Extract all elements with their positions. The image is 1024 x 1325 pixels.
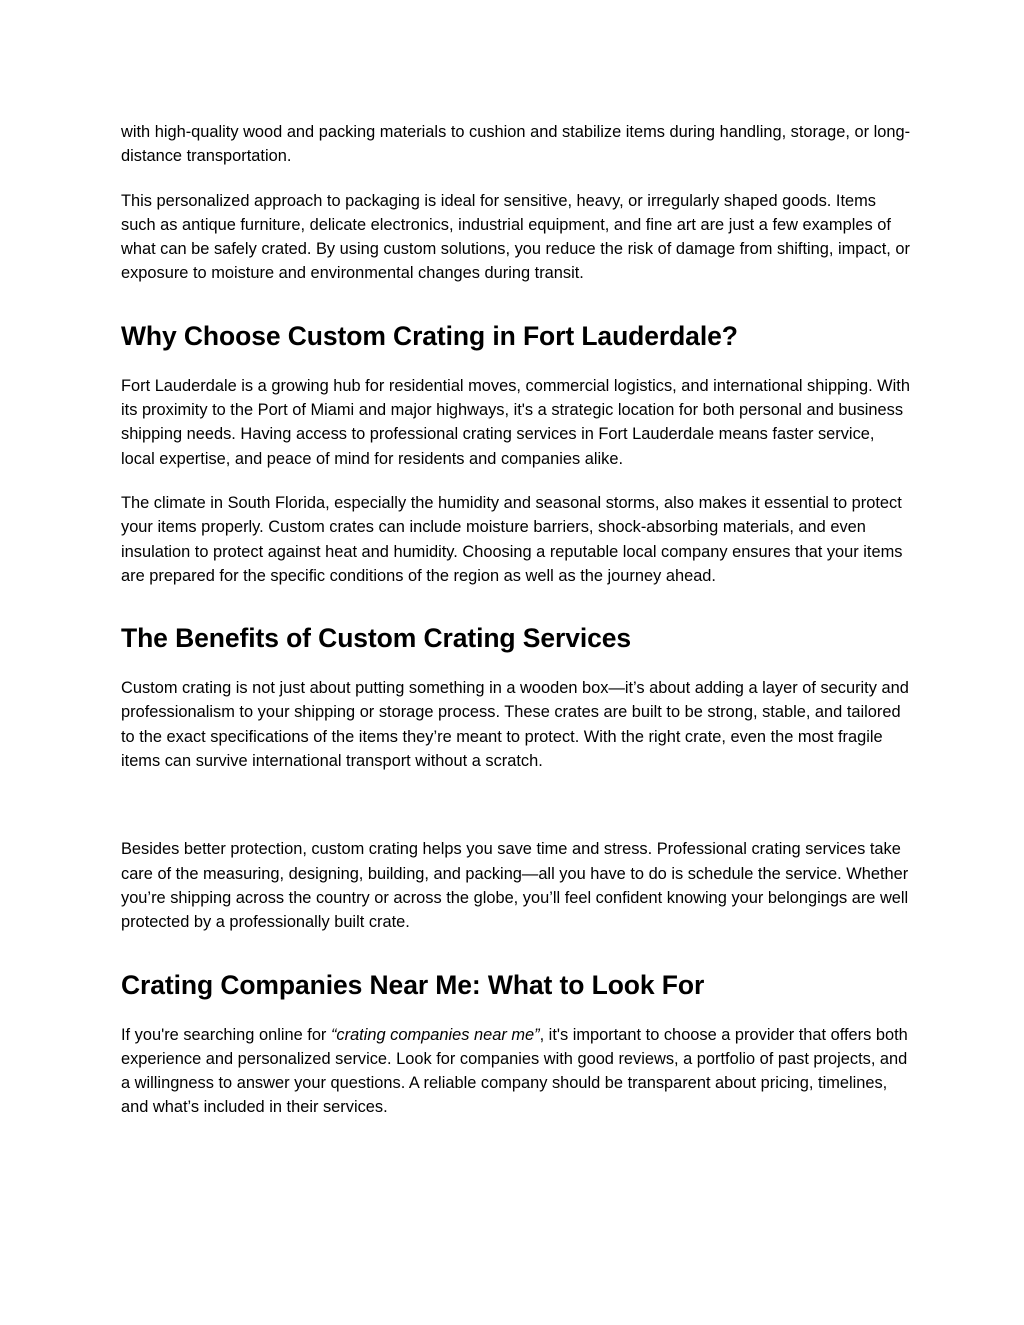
paragraph-search-tips	[121, 1023, 911, 1120]
paragraph-fort-lauderdale-hub: Fort Lauderdale is a growing hub for residential moves, commercial logistics, and international shipping. With its proximity to the Port of Miami and major highways, it's a strategic location for both personal and business shipping needs. Having access to professional crating services in Fort Lauderdale means faster service, local expertise, and peace of mind for residents and companies alike.	[121, 376, 910, 468]
search-tips-rest: , it's important to choose a provider that offers both experience and personalized service. Look for companies with good reviews, a portfolio of past projects, and a willingness to answer your questions. A reliable company should be transparent about pricing, timelines, and what’s included in their services.	[121, 1025, 908, 1117]
paragraph-benefits-security: Custom crating is not just about putting something in a wooden box—it’s about adding a layer of security and professionalism to your shipping or storage process. These crates are built to be strong, stable, and tailored to the exact specifications of the items they’re meant to protect. With the right crate, even the most fragile items can survive international transport without a scratch.	[121, 679, 909, 771]
heading-what-to-look-for: Crating Companies Near Me: What to Look For	[121, 969, 705, 1000]
paragraph-benefits-time: Besides better protection, custom crating helps you save time and stress. Professional crating services take care of the measuring, designing, building, and packing—all you have to do is schedule the service. Whether you’re shipping across the country or across the globe, you’ll feel confident knowing your belongings are well protected by a professionally built crate.	[121, 840, 909, 932]
search-tips-lead: If you're searching online for	[121, 1025, 331, 1044]
search-phrase-quote: “crating companies near me”	[330, 1025, 540, 1044]
heading-why-choose: Why Choose Custom Crating in Fort Lauderdale?	[121, 320, 738, 351]
paragraph-climate: The climate in South Florida, especially the humidity and seasonal storms, also makes it essential to protect your items properly. Custom crates can include moisture barriers, shock-absorbing materials, and even insulation to protect against heat and humidity. Choosing a reputable local company ensures that your items are prepared for the specific conditions of the region as well as the journey ahead.	[121, 493, 903, 585]
intro-paragraph-approach: This personalized approach to packaging is ideal for sensitive, heavy, or irregularly shaped goods. Items such as antique furniture, delicate electronics, industrial equipment, and fine art are just a few examples of what can be safely crated. By using custom solutions, you reduce the risk of damage from shifting, impact, or exposure to moisture and environmental changes during transit.	[121, 191, 910, 283]
intro-paragraph-continued: with high-quality wood and packing materials to cushion and stabilize items during handling, storage, or long-distance transportation.	[121, 123, 911, 166]
heading-benefits: The Benefits of Custom Crating Services	[121, 623, 632, 654]
document-body	[121, 120, 911, 1120]
